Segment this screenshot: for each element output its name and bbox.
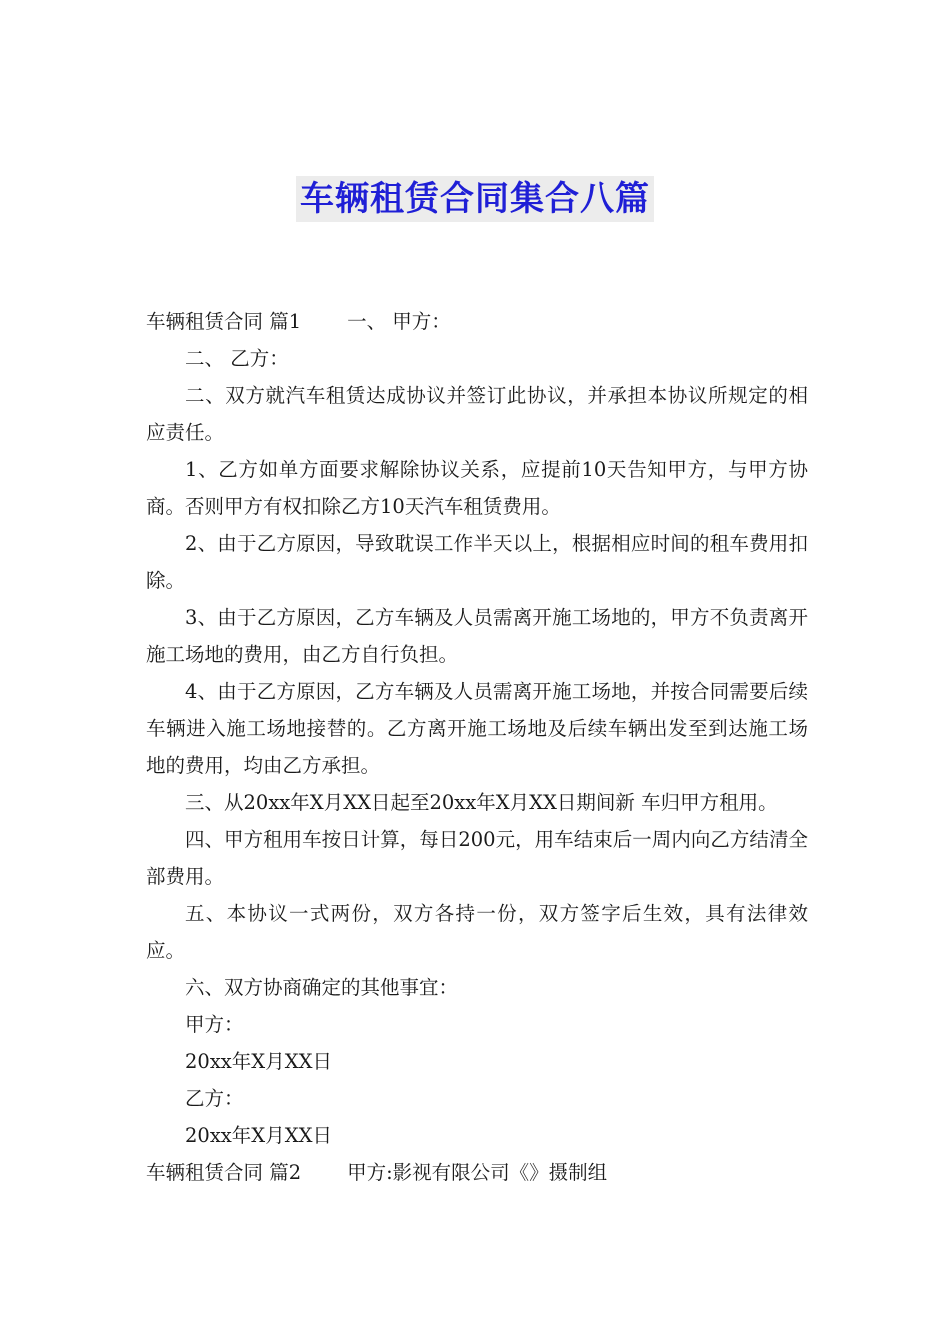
paragraph-copies: 五、本协议一式两份，双方各持一份，双方签字后生效，具有法律效应。: [146, 902, 808, 962]
paragraph-term: 三、从20xx年X月XX日起至20xx年X月XX日期间新 车归甲方租用。: [185, 791, 778, 814]
section2-first-line: 甲方:影视有限公司《》摄制组: [347, 1161, 608, 1184]
paragraph-clause-2: 2、由于乙方原因，导致耽误工作半天以上，根据相应时间的租车费用扣除。: [146, 532, 808, 592]
paragraph-other-matters: 六、双方协商确定的其他事宜：: [185, 976, 459, 999]
signature-party-a: 甲方：: [185, 1013, 244, 1036]
signature-party-b: 乙方：: [185, 1087, 244, 1110]
section1-heading: 车辆租赁合同 篇1: [146, 310, 302, 333]
paragraph-clause-1: 1、乙方如单方面要求解除协议关系，应提前10天告知甲方，与甲方协商。否则甲方有权扣除乙方10天汽车租赁费用。: [146, 458, 808, 518]
section1-first-line: 一、 甲方：: [347, 310, 451, 333]
paragraph-clause-4: 4、由于乙方原因，乙方车辆及人员需离开施工场地，并按合同需要后续车辆进入施工场地接替的。乙方离开施工场地及后续车辆出发至到达施工场地的费用，均由乙方承担。: [146, 680, 808, 777]
paragraph-fee: 四、甲方租用车按日计算，每日200元，用车结束后一周内向乙方结清全部费用。: [146, 828, 808, 888]
paragraph-agreement: 二、双方就汽车租赁达成协议并签订此协议，并承担本协议所规定的相应责任。: [146, 384, 808, 444]
section1-heading-line: [146, 303, 808, 340]
signature-date-a: 20xx年X月XX日: [185, 1050, 332, 1073]
document-title-block: [0, 176, 950, 222]
signature-date-b: 20xx年X月XX日: [185, 1124, 332, 1147]
paragraph-party-b: 二、 乙方：: [185, 347, 289, 370]
paragraph-clause-3: 3、由于乙方原因，乙方车辆及人员需离开施工场地的，甲方不负责离开施工场地的费用，由乙方自行负担。: [146, 606, 808, 666]
section2-heading-line: [146, 1154, 808, 1191]
section2-heading: 车辆租赁合同 篇2: [146, 1161, 302, 1184]
document-title: 车辆租赁合同集合八篇: [296, 176, 654, 222]
document-body: [146, 303, 808, 1191]
